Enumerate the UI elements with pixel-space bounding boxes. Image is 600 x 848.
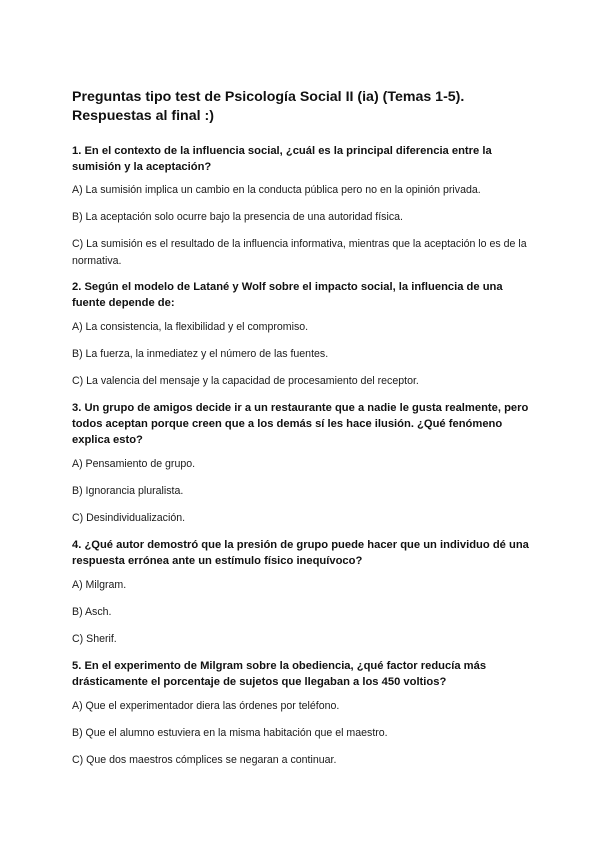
question-3: 3. Un grupo de amigos decide ir a un restaurante que a nadie le gusta realmente, pero todos aceptan porque creen que a los demás sí les hace ilusión. ¿Qué fenómeno explica esto? [72, 402, 529, 446]
question-3-option-a: A) Pensamiento de grupo. [72, 458, 196, 470]
document-title: Preguntas tipo test de Psicología Social II (ia) (Temas 1-5). Respuestas al final :) [72, 89, 465, 124]
question-5: 5. En el experimento de Milgram sobre la obediencia, ¿qué factor reducía más drásticamente el porcentaje de sujetos que llegaban a los 450 voltios? [72, 660, 487, 688]
question-1-option-c: C) La sumisión es el resultado de la influencia informativa, mientras que la aceptación lo es de la normativa. [72, 238, 527, 267]
question-4-option-c: C) Sherif. [72, 633, 117, 645]
question-3-option-b: B) Ignorancia pluralista. [72, 485, 184, 497]
question-2-option-c: C) La valencia del mensaje y la capacidad de procesamiento del receptor. [72, 375, 419, 387]
question-4-option-b: B) Asch. [72, 606, 112, 618]
question-5-option-c: C) Que dos maestros cómplices se negaran a continuar. [72, 754, 337, 766]
question-2-option-b: B) La fuerza, la inmediatez y el número de las fuentes. [72, 348, 329, 360]
question-1-option-a: A) La sumisión implica un cambio en la conducta pública pero no en la opinión privada. [72, 184, 481, 196]
document-page [72, 0, 532, 848]
question-2: 2. Según el modelo de Latané y Wolf sobre el impacto social, la influencia de una fuente depende de: [72, 281, 503, 309]
question-3-option-c: C) Desindividualización. [72, 512, 186, 524]
question-1: 1. En el contexto de la influencia social, ¿cuál es la principal diferencia entre la sumisión y la aceptación? [72, 145, 492, 173]
question-2-option-a: A) La consistencia, la flexibilidad y el compromiso. [72, 321, 309, 333]
question-5-option-a: A) Que el experimentador diera las órdenes por teléfono. [72, 700, 340, 712]
question-4: 4. ¿Qué autor demostró que la presión de grupo puede hacer que un individuo dé una respuesta errónea ante un estímulo físico inequívoco? [72, 539, 529, 567]
question-1-option-b: B) La aceptación solo ocurre bajo la presencia de una autoridad física. [72, 211, 403, 223]
question-5-option-b: B) Que el alumno estuviera en la misma habitación que el maestro. [72, 727, 388, 739]
question-4-option-a: A) Milgram. [72, 579, 127, 591]
